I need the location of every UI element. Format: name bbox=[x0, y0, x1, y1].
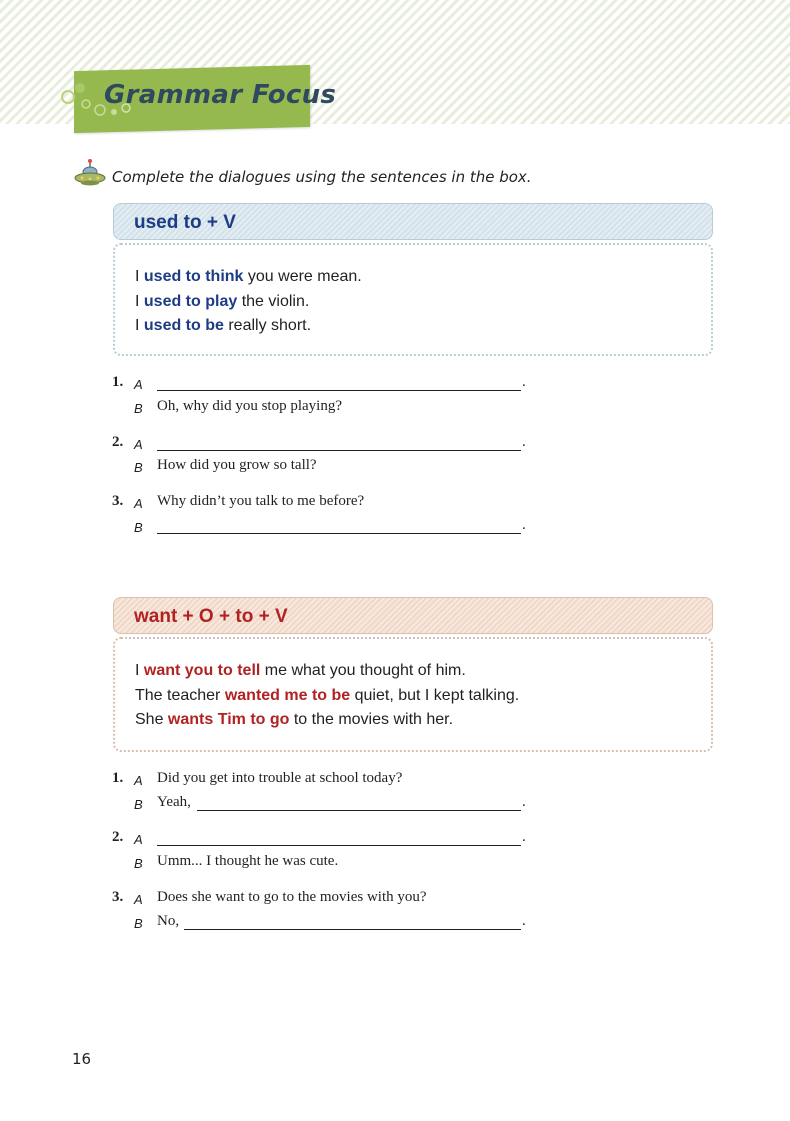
answer-blank[interactable] bbox=[197, 794, 521, 811]
box1-line: I used to think you were mean. bbox=[135, 268, 362, 285]
instruction-text: Complete the dialogues using the sentences in the box. bbox=[112, 168, 532, 186]
box1-line: I used to play the violin. bbox=[135, 292, 310, 310]
page-number: 16 bbox=[72, 1050, 92, 1068]
answer-blank[interactable] bbox=[157, 374, 521, 391]
box2-line: She wants Tim to go to the movies with her. bbox=[135, 711, 454, 728]
answer-blank[interactable] bbox=[157, 517, 521, 534]
answer-blank[interactable] bbox=[184, 913, 521, 930]
box1-line: I used to be really short. bbox=[135, 317, 312, 334]
box2-header: want + O + to + V bbox=[113, 597, 713, 634]
answer-blank[interactable] bbox=[157, 829, 521, 846]
page-title: Grammar Focus bbox=[104, 80, 337, 110]
answer-blank[interactable] bbox=[157, 434, 521, 451]
box1-header: used to + V bbox=[113, 203, 713, 240]
ufo-icon bbox=[73, 158, 107, 192]
box2-body bbox=[113, 637, 713, 752]
box2-line: The teacher wanted me to be quiet, but I kept talking. bbox=[135, 686, 520, 704]
box1-body bbox=[113, 243, 713, 356]
box2-line: I want you to tell me what you thought of him. bbox=[135, 662, 466, 679]
